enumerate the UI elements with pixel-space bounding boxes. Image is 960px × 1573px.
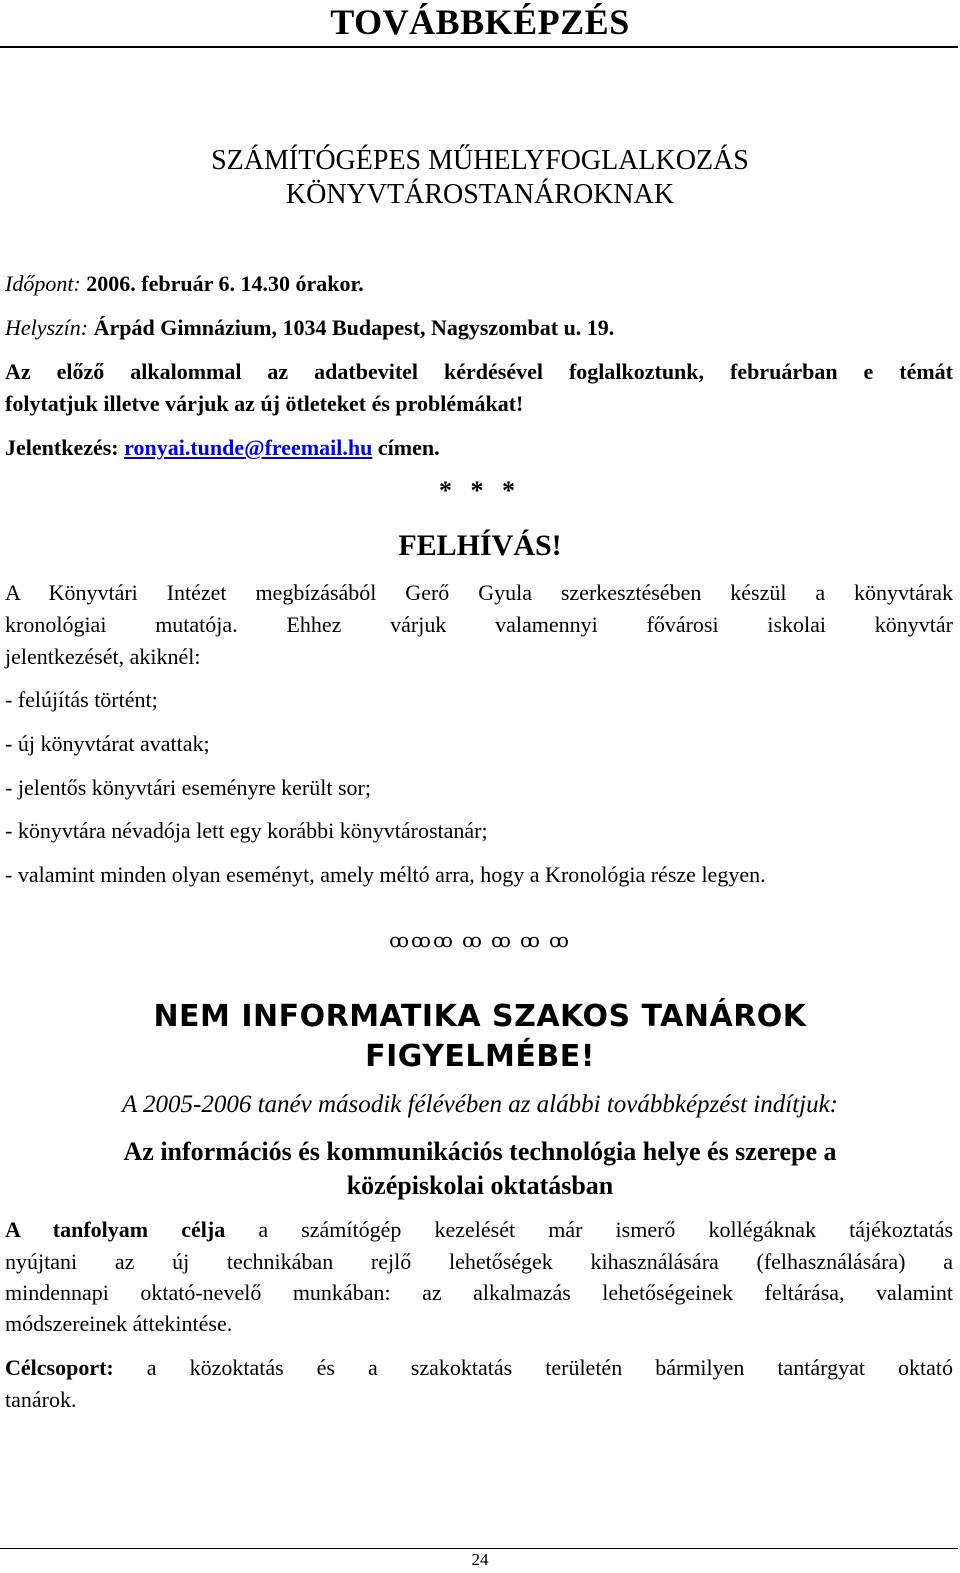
call-text-line2: kronológiai mutatója. Ehhez várjuk valamennyi fővárosi iskolai könyvtár	[5, 612, 953, 637]
place-value: Árpád Gimnázium, 1034 Budapest, Nagyszombat u. 19.	[93, 315, 615, 340]
place-label: Helyszín:	[5, 315, 89, 340]
workshop-place	[5, 312, 953, 344]
time-value: 2006. február 6. 14.30 órakor.	[86, 271, 364, 296]
goal-label: A tanfolyam célja	[5, 1217, 226, 1242]
footer-rule	[0, 1548, 958, 1549]
course-goal-line1	[5, 1214, 953, 1246]
header-rule	[0, 46, 958, 48]
time-label: Időpont:	[5, 271, 81, 296]
call-text-line3: jelentkezését, akiknél:	[5, 644, 201, 669]
call-list-item: - új könyvtárat avattak;	[5, 731, 210, 756]
target-label: Célcsoport:	[5, 1355, 114, 1380]
section-separator-stars: * * *	[439, 476, 521, 505]
page-header-title: TOVÁBBKÉPZÉS	[330, 2, 630, 42]
workshop-signup	[5, 432, 953, 464]
call-list-item: - jelentős könyvtári eseményre került sor;	[5, 775, 371, 800]
signup-suffix: címen.	[377, 435, 440, 460]
ornament-divider: ꝏꝏꝏ ꝏ ꝏ ꝏ ꝏ	[389, 930, 571, 952]
call-list-item: - felújítás történt;	[5, 687, 158, 712]
signup-label: Jelentkezés:	[5, 435, 119, 460]
course-target-line2: tanárok.	[5, 1387, 77, 1412]
course-goal-line4: módszereinek áttekintése.	[5, 1311, 233, 1336]
course-intro: A 2005-2006 tanév második félévében az alábbi továbbképzést indítjuk:	[121, 1091, 839, 1118]
workshop-text-line2: folytatjuk illetve várjuk az új ötleteket és problémákat!	[5, 391, 524, 416]
course-title-line2: középiskolai oktatásban	[346, 1171, 614, 1200]
call-title: FELHÍVÁS!	[398, 529, 562, 562]
goal-line1-text: a számítógép kezelését már ismerő kollégáknak tájékoztatás	[258, 1217, 954, 1242]
course-goal-line3: mindennapi oktató-nevelő munkában: az alkalmazás lehetőségeinek feltárása, valamint	[5, 1280, 953, 1305]
call-list-item: - valamint minden olyan eseményt, amely méltó arra, hogy a Kronológia része legyen.	[5, 862, 766, 887]
call-list-item: - könyvtára névadója lett egy korábbi könyvtárostanár;	[5, 818, 488, 843]
workshop-title-line2: KÖNYVTÁROSTANÁROKNAK	[285, 179, 675, 210]
workshop-time	[5, 268, 953, 300]
page-number: 24	[471, 1550, 489, 1569]
workshop-title-line1: SZÁMÍTÓGÉPES MŰHELYFOGLALKOZÁS	[211, 145, 749, 176]
signup-email-link[interactable]: ronyai.tunde@freemail.hu	[124, 435, 373, 460]
course-heading-line2: FIGYELMÉBE!	[365, 1039, 595, 1074]
course-target-line1	[5, 1352, 953, 1384]
course-heading-line1: NEM INFORMATIKA SZAKOS TANÁROK	[153, 999, 807, 1034]
call-text-line1: A Könyvtári Intézet megbízásából Gerő Gyula szerkesztésében készül a könyvtárak	[5, 580, 953, 605]
workshop-text-line1: Az előző alkalommal az adatbevitel kérdésével foglalkoztunk, februárban e témát	[5, 359, 953, 384]
course-title-line1: Az információs és kommunikációs technológia helye és szerepe a	[123, 1137, 837, 1166]
course-goal-line2: nyújtani az új technikában rejlő lehetőségek kihasználására (felhasználására) a	[5, 1249, 953, 1274]
target-line1-text: a közoktatás és a szakoktatás területén bármilyen tantárgyat oktató	[146, 1355, 954, 1380]
